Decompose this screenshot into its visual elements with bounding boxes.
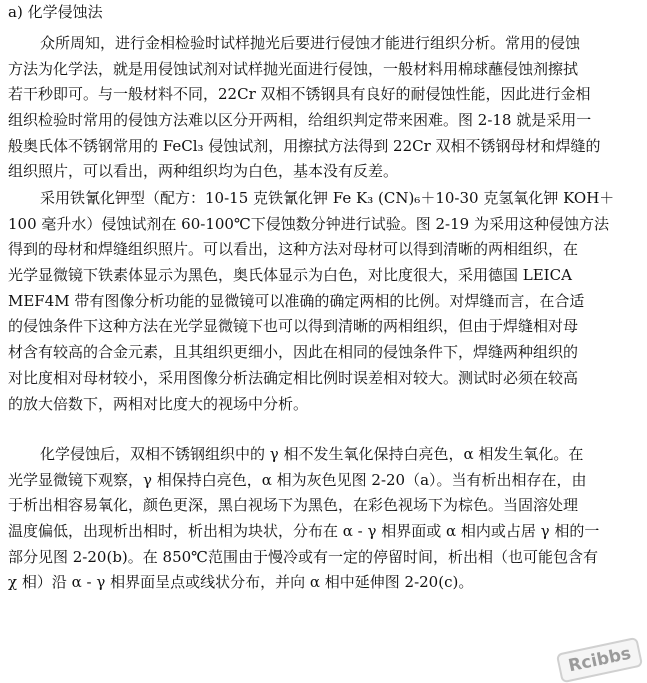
text-line: 材含有较高的合金元素，且其组织更细小，因此在相同的侵蚀条件下，焊缝两种组织的 [8,343,579,362]
text-line: 光学显微镜下铁素体显示为黑色，奥氏体显示为白色，对比度很大，采用德国 LEICA [8,266,572,285]
text-line: 采用铁氰化钾型（配方：10-15 克铁氰化钾 Fe K₃ (CN)₆＋10-30 克氢氧化钾 KOH＋ [40,189,615,207]
text-line: 温度偏低，出现析出相时，析出相为块状，分布在 α - γ 相界面或 α 相内或占居 γ 相的一 [8,522,600,541]
text-line: 般奥氏体不锈钢常用的 FeCl₃ 侵蚀试剂，用擦拭方法得到 22Cr 双相不锈钢母材和焊缝的 [8,136,601,155]
text-line: 100 毫升水）侵蚀试剂在 60-100℃下侵蚀数分钟进行试验。图 2-19 为采用这种侵蚀方法 [8,214,609,233]
text-line: 部分见图 2-20(b)。在 850℃范围由于慢冷或有一定的停留时间，析出相（也可能包含有 [8,547,598,566]
paragraph-3 [8,442,636,596]
text-line: 对比度相对母材较小，采用图像分析法确定相比例时误差相对较大。测试时必须在较高 [8,368,579,387]
section-heading: a) 化学侵蚀法 [8,3,103,21]
text-line: 化学侵蚀后，双相不锈钢组织中的 γ 相不发生氧化保持白亮色，α 相发生氧化。在 [40,445,584,463]
text-line: 众所周知，进行金相检验时试样抛光后要进行侵蚀才能进行组织分析。常用的侵蚀 [40,34,581,52]
paragraph-2 [8,186,636,417]
text-line: 得到的母材和焊缝组织照片。可以看出，这种方法对母材可以得到清晰的两相组织，在 [8,240,579,259]
text-line: 若干秒即可。与一般材料不同，22Cr 双相不锈钢具有良好的耐侵蚀性能，因此进行金相 [8,85,591,104]
text-line: 光学显微镜下观察，γ 相保持白亮色，α 相为灰色见图 2-20（a）。当有析出相存在，由 [8,470,587,489]
text-line: 于析出相容易氧化，颜色更深，黑白视场下为黑色，在彩色视场下为棕色。当固溶处理 [8,496,579,515]
text-line: 组织检验时常用的侵蚀方法难以区分开两相，给组织判定带来困难。图 2-18 就是采用一 [8,111,592,130]
text-line: 的侵蚀条件下这种方法在光学显微镜下也可以得到清晰的两相组织，但由于焊缝相对母 [8,317,579,336]
text-line: χ 相）沿 α - γ 相界面呈点或线状分布，并向 α 相中延伸图 2-20(c)。 [8,573,474,592]
watermark-logo: Rcibbs [555,637,643,683]
text-line: 方法为化学法，就是用侵蚀试剂对试样抛光面进行侵蚀，一般材料用棉球蘸侵蚀剂擦拭 [8,59,579,78]
text-line: 组织照片，可以看出，两种组织均为白色，基本没有反差。 [8,162,399,181]
paragraph-1 [8,31,636,185]
text-line: 的放大倍数下，两相对比度大的视场中分析。 [8,394,309,413]
text-line: MEF4M 带有图像分析功能的显微镜可以准确的确定两相的比例。对焊缝而言，在合适 [8,291,585,310]
